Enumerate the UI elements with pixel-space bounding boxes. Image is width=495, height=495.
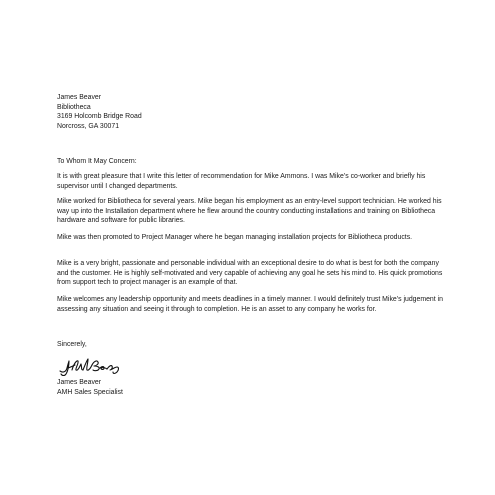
sender-street: 3169 Holcomb Bridge Road bbox=[57, 113, 142, 121]
body-paragraph-4 bbox=[57, 259, 449, 288]
sender-address bbox=[57, 93, 449, 131]
closing bbox=[57, 340, 449, 350]
body-paragraph-2 bbox=[57, 197, 449, 226]
body-paragraph-1 bbox=[57, 172, 449, 191]
handwritten-signature bbox=[57, 355, 125, 377]
paragraph-text: Mike welcomes any leadership opportunity and meets deadlines in a timely manner. I would definitely trust Mike’s judgement in assessing any situation and seeing it through to completion. He is an asset to any company he works for. bbox=[57, 296, 443, 313]
body-paragraph-5 bbox=[57, 295, 449, 314]
closing-text: Sincerely, bbox=[57, 341, 87, 348]
paragraph-text: Mike was then promoted to Project Manager where he began managing installation projects for Bibliotheca products. bbox=[57, 234, 413, 241]
paragraph-text: Mike worked for Bibliotheca for several years. Mike began his employment as an entry-level support technician. He worked his way up into the Installation department where he flew around the country conducting installations and training on Bibliotheca hardware and software for public libraries. bbox=[57, 198, 442, 225]
paragraph-text: It is with great pleasure that I write this letter of recommendation for Mike Ammons. I was Mike’s co-worker and briefly his supervisor until I changed departments. bbox=[57, 173, 426, 190]
sender-company: Bibliotheca bbox=[57, 103, 91, 111]
paragraph-text: Mike is a very bright, passionate and personable individual with an exceptional desire to do what is best for both the company and the customer. He is highly self-motivated and very capable of achieving any goal he sets his mind to. His quick promotions from support tech to project manager is an example of that. bbox=[57, 260, 443, 287]
signer-title: AMH Sales Specialist bbox=[57, 388, 123, 396]
signer-block bbox=[57, 378, 449, 397]
salutation-text: To Whom It May Concern: bbox=[57, 158, 137, 165]
signer-name: James Beaver bbox=[57, 379, 102, 386]
salutation bbox=[57, 157, 449, 167]
body-paragraph-3 bbox=[57, 233, 449, 243]
sender-name: James Beaver bbox=[57, 94, 102, 101]
sender-city: Norcross, GA 30071 bbox=[57, 122, 120, 130]
